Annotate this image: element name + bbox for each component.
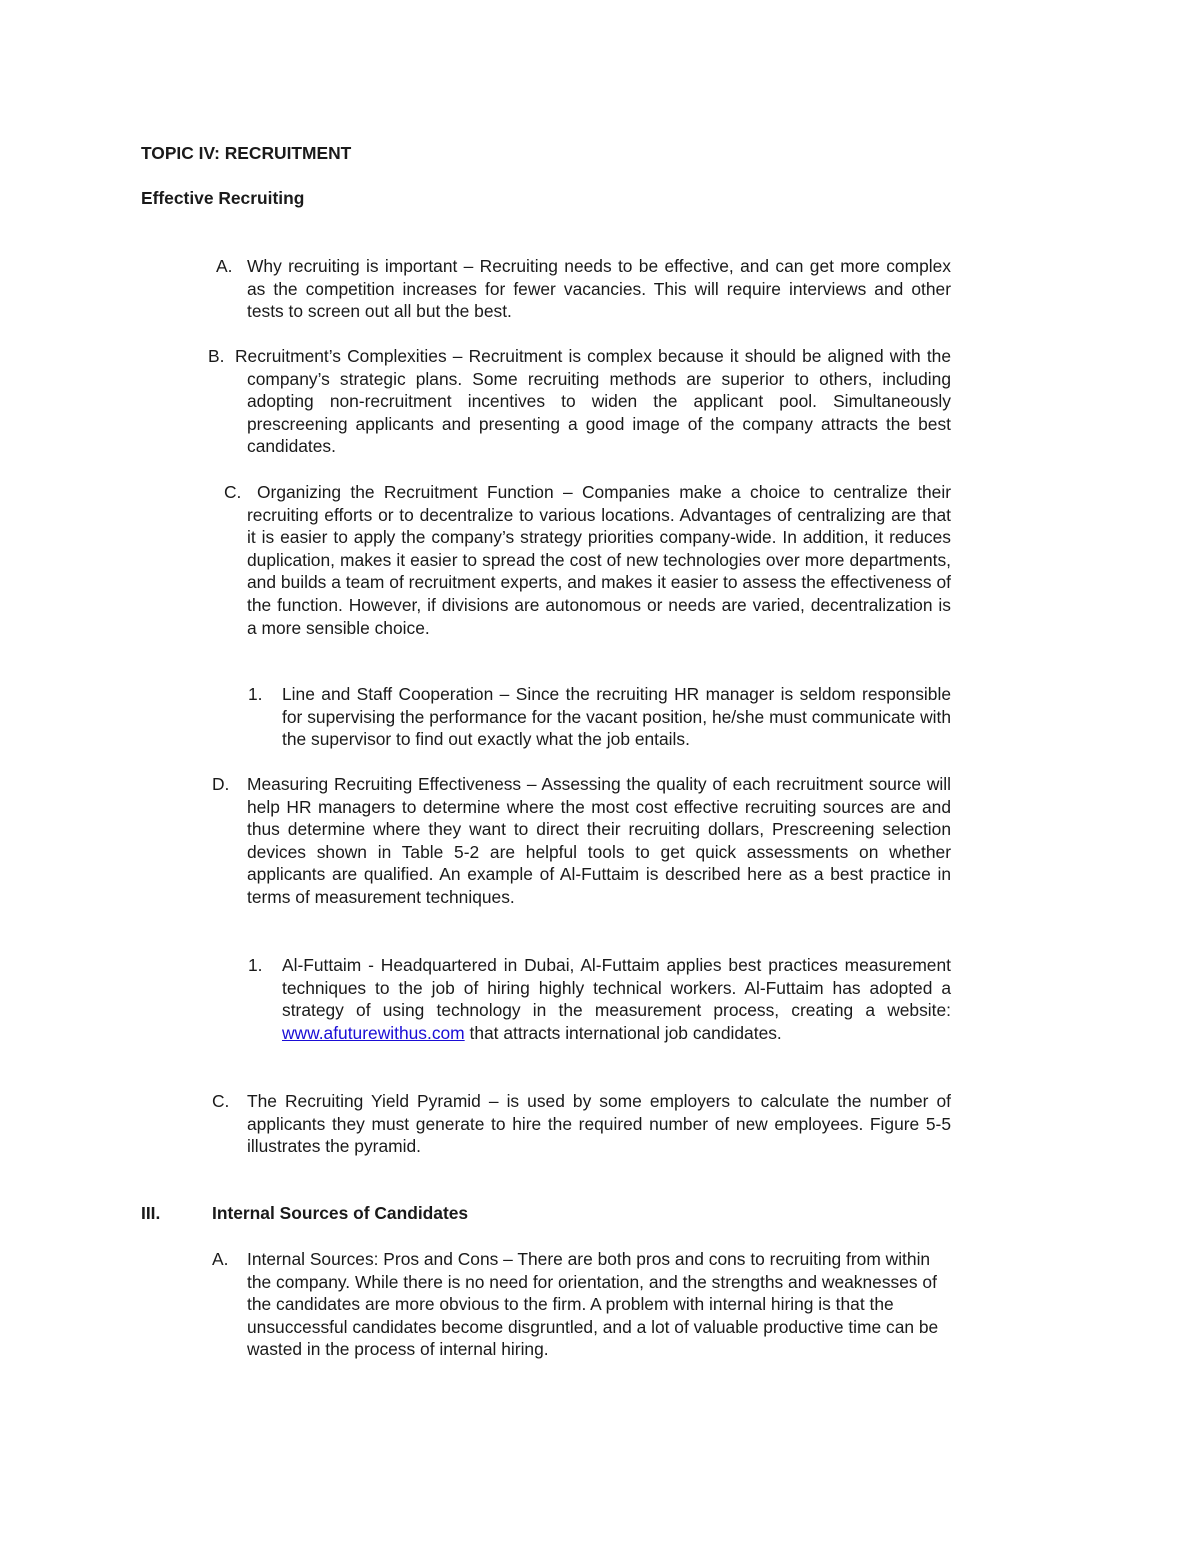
list-marker: 1.	[248, 684, 263, 704]
list-item-text: Line and Staff Cooperation – Since the recruiting HR manager is seldom responsible for supervising the performance for the vacant position, he/she must communicate with the supervisor to find out exactly what the job entails.	[282, 684, 951, 750]
section-subtitle: Effective Recruiting	[141, 188, 305, 208]
list-item-text: Recruitment’s Complexities – Recruitment is complex because it should be aligned with the company’s strategic plans. Some recruiting methods are superior to others, including adopting non-recruitment incentives to widen the applicant pool. Simultaneously prescreening applicants and presenting a good image of the company attracts the best candidates.	[235, 346, 951, 457]
website-link[interactable]: www.afuturewithus.com	[282, 1022, 465, 1043]
section-heading: Internal Sources of Candidates	[212, 1203, 469, 1223]
list-item-text: Why recruiting is important – Recruiting needs to be effective, and can get more complex as the competition increases for fewer vacancies. This will require interviews and other tests to screen out all but the best.	[247, 256, 951, 322]
list-marker: A.	[216, 256, 233, 276]
list-item-text: Organizing the Recruitment Function – Companies make a choice to centralize their recruiting efforts or to decentralize to various locations. Advantages of centralizing are that it is easier to apply the company’s strategy priorities company-wide. In addition, it reduces duplication, makes it easier to spread the cost of new technologies over more departments, and builds a team of recruitment experts, and makes it easier to assess the effectiveness of the function. However, if divisions are autonomous or needs are varied, decentralization is a more sensible choice.	[247, 482, 951, 638]
list-marker: C.	[212, 1091, 230, 1111]
page-title: TOPIC IV: RECRUITMENT	[141, 143, 352, 163]
list-item-text: The Recruiting Yield Pyramid – is used by some employers to calculate the number of applicants they must generate to hire the required number of new employees. Figure 5-5 illustrates the pyramid.	[247, 1091, 951, 1157]
section-numeral: III.	[141, 1203, 161, 1223]
list-item-text-part: Al-Futtaim - Headquartered in Dubai, Al-Futtaim applies best practices measurement techniques to the job of hiring highly technical workers. Al-Futtaim has adopted a strategy of using technology in the measurement process, creating a website:	[282, 955, 951, 1021]
list-item-text: Measuring Recruiting Effectiveness – Assessing the quality of each recruitment source will help HR managers to determine where the most cost effective recruiting sources are and thus determine where they want to direct their recruiting dollars, Prescreening selection devices shown in Table 5-2 are helpful tools to get quick assessments on whether applicants are qualified. An example of Al-Futtaim is described here as a best practice in terms of measurement techniques.	[247, 774, 951, 907]
list-marker: D.	[212, 774, 230, 794]
list-item-text: Internal Sources: Pros and Cons – There are both pros and cons to recruiting from within the company. While there is no need for orientation, and the strengths and weaknesses of the candidates are more obvious to the firm. A problem with internal hiring is that the unsuccessful candidates become disgruntled, and a lot of valuable productive time can be wasted in the process of internal hiring.	[247, 1249, 939, 1360]
list-item-text-part: that attracts international job candidates.	[464, 1022, 782, 1043]
list-marker: B.	[208, 346, 225, 366]
list-marker: 1.	[248, 955, 263, 975]
list-item-text	[282, 954, 951, 1044]
list-marker: A.	[212, 1249, 229, 1269]
list-marker: C.	[224, 482, 242, 502]
